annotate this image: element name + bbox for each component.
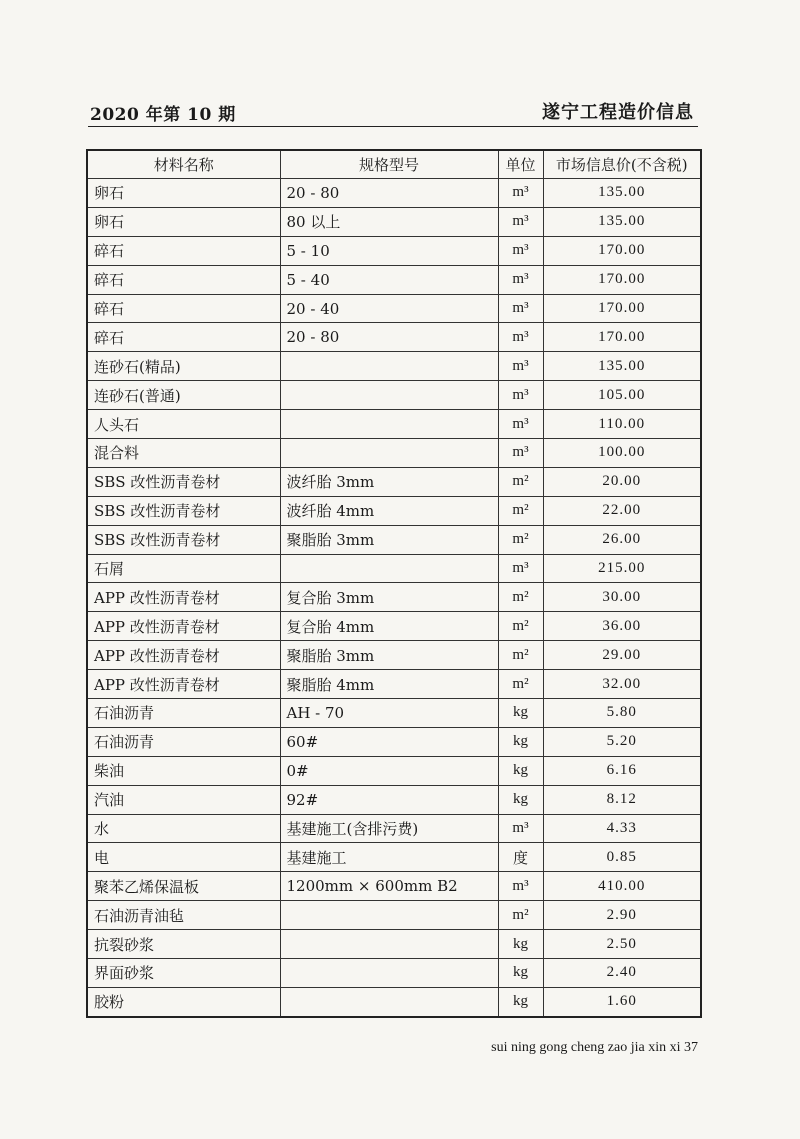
material-name-cell: 碎石 xyxy=(87,236,280,265)
spec-cell: AH - 70 xyxy=(280,699,498,728)
table-row xyxy=(87,699,701,728)
table-row xyxy=(87,930,701,959)
table-row xyxy=(87,959,701,988)
spec-cell: 复合胎 3mm xyxy=(280,583,498,612)
unit-cell: kg xyxy=(498,785,543,814)
table-row xyxy=(87,207,701,236)
unit-cell: m³ xyxy=(498,554,543,583)
table-row xyxy=(87,727,701,756)
header-divider xyxy=(88,126,698,127)
spec-cell: 20 - 80 xyxy=(280,323,498,352)
price-cell: 5.20 xyxy=(543,727,701,756)
table-row xyxy=(87,410,701,439)
table-row xyxy=(87,179,701,208)
table-row xyxy=(87,583,701,612)
table-row xyxy=(87,756,701,785)
material-name-cell: 石油沥青油毡 xyxy=(87,901,280,930)
unit-cell: m² xyxy=(498,612,543,641)
price-cell: 36.00 xyxy=(543,612,701,641)
material-name-cell: APP 改性沥青卷材 xyxy=(87,612,280,641)
unit-cell: m³ xyxy=(498,352,543,381)
table-row xyxy=(87,496,701,525)
material-name-cell: 卵石 xyxy=(87,179,280,208)
unit-cell: m³ xyxy=(498,236,543,265)
material-name-cell: 电 xyxy=(87,843,280,872)
unit-cell: 度 xyxy=(498,843,543,872)
price-cell: 26.00 xyxy=(543,525,701,554)
price-cell: 170.00 xyxy=(543,323,701,352)
spec-cell: 20 - 80 xyxy=(280,179,498,208)
table-row xyxy=(87,843,701,872)
table-row xyxy=(87,554,701,583)
spec-cell xyxy=(280,901,498,930)
unit-cell: m³ xyxy=(498,179,543,208)
table-row xyxy=(87,987,701,1016)
material-name-cell: 界面砂浆 xyxy=(87,959,280,988)
price-cell: 2.50 xyxy=(543,930,701,959)
price-cell: 8.12 xyxy=(543,785,701,814)
spec-cell: 92# xyxy=(280,785,498,814)
unit-cell: m³ xyxy=(498,872,543,901)
price-cell: 170.00 xyxy=(543,236,701,265)
price-cell: 30.00 xyxy=(543,583,701,612)
table-row xyxy=(87,323,701,352)
price-cell: 2.40 xyxy=(543,959,701,988)
unit-cell: m² xyxy=(498,525,543,554)
material-name-cell: 碎石 xyxy=(87,323,280,352)
price-cell: 105.00 xyxy=(543,381,701,410)
unit-cell: kg xyxy=(498,959,543,988)
unit-cell: m³ xyxy=(498,814,543,843)
unit-cell: m³ xyxy=(498,294,543,323)
spec-cell: 60# xyxy=(280,727,498,756)
price-cell: 0.85 xyxy=(543,843,701,872)
spec-cell xyxy=(280,554,498,583)
price-cell: 100.00 xyxy=(543,439,701,468)
table-row xyxy=(87,265,701,294)
spec-cell: 聚脂胎 3mm xyxy=(280,525,498,554)
material-name-cell: 碎石 xyxy=(87,265,280,294)
spec-cell xyxy=(280,381,498,410)
spec-cell: 基建施工 xyxy=(280,843,498,872)
spec-cell: 1200mm × 600mm B2 xyxy=(280,872,498,901)
price-cell: 4.33 xyxy=(543,814,701,843)
table-row xyxy=(87,381,701,410)
table-row xyxy=(87,467,701,496)
material-name-cell: SBS 改性沥青卷材 xyxy=(87,525,280,554)
material-name-cell: APP 改性沥青卷材 xyxy=(87,670,280,699)
material-name-cell: 水 xyxy=(87,814,280,843)
unit-cell: kg xyxy=(498,756,543,785)
price-cell: 5.80 xyxy=(543,699,701,728)
unit-cell: m² xyxy=(498,670,543,699)
price-cell: 20.00 xyxy=(543,467,701,496)
unit-cell: m³ xyxy=(498,439,543,468)
spec-cell: 80 以上 xyxy=(280,207,498,236)
material-name-cell: 混合料 xyxy=(87,439,280,468)
unit-cell: m² xyxy=(498,467,543,496)
material-name-cell: APP 改性沥青卷材 xyxy=(87,583,280,612)
price-cell: 2.90 xyxy=(543,901,701,930)
unit-cell: kg xyxy=(498,987,543,1016)
material-name-cell: SBS 改性沥青卷材 xyxy=(87,496,280,525)
table-row xyxy=(87,670,701,699)
price-cell: 170.00 xyxy=(543,294,701,323)
price-cell: 32.00 xyxy=(543,670,701,699)
unit-cell: m³ xyxy=(498,323,543,352)
price-cell: 6.16 xyxy=(543,756,701,785)
material-name-cell: 汽油 xyxy=(87,785,280,814)
spec-cell xyxy=(280,410,498,439)
column-header-name: 材料名称 xyxy=(87,150,280,179)
price-table xyxy=(86,149,702,1018)
unit-cell: m² xyxy=(498,641,543,670)
price-cell: 410.00 xyxy=(543,872,701,901)
unit-cell: m² xyxy=(498,583,543,612)
material-name-cell: 人头石 xyxy=(87,410,280,439)
price-cell: 22.00 xyxy=(543,496,701,525)
unit-cell: m³ xyxy=(498,381,543,410)
spec-cell: 基建施工(含排污费) xyxy=(280,814,498,843)
price-cell: 215.00 xyxy=(543,554,701,583)
material-name-cell: 石屑 xyxy=(87,554,280,583)
spec-cell: 5 - 10 xyxy=(280,236,498,265)
spec-cell: 波纤胎 3mm xyxy=(280,467,498,496)
issue-label: 2020 年第 10 期 xyxy=(90,105,236,125)
price-cell: 1.60 xyxy=(543,987,701,1016)
table-row xyxy=(87,352,701,381)
spec-cell: 20 - 40 xyxy=(280,294,498,323)
spec-cell xyxy=(280,959,498,988)
table-row xyxy=(87,294,701,323)
table-row xyxy=(87,236,701,265)
spec-cell: 复合胎 4mm xyxy=(280,612,498,641)
material-name-cell: 连砂石(精品) xyxy=(87,352,280,381)
price-cell: 135.00 xyxy=(543,352,701,381)
spec-cell: 0# xyxy=(280,756,498,785)
price-cell: 29.00 xyxy=(543,641,701,670)
table-row xyxy=(87,785,701,814)
unit-cell: m³ xyxy=(498,410,543,439)
table-header-row xyxy=(87,150,701,179)
material-name-cell: 聚苯乙烯保温板 xyxy=(87,872,280,901)
unit-cell: kg xyxy=(498,699,543,728)
unit-cell: m³ xyxy=(498,207,543,236)
material-name-cell: 连砂石(普通) xyxy=(87,381,280,410)
price-cell: 135.00 xyxy=(543,179,701,208)
publication-title: 遂宁工程造价信息 xyxy=(542,102,694,123)
spec-cell: 5 - 40 xyxy=(280,265,498,294)
table-body xyxy=(87,179,701,1017)
spec-cell xyxy=(280,987,498,1016)
price-cell: 170.00 xyxy=(543,265,701,294)
spec-cell xyxy=(280,439,498,468)
material-name-cell: APP 改性沥青卷材 xyxy=(87,641,280,670)
material-name-cell: 柴油 xyxy=(87,756,280,785)
material-name-cell: 石油沥青 xyxy=(87,727,280,756)
material-name-cell: 卵石 xyxy=(87,207,280,236)
table-row xyxy=(87,641,701,670)
price-cell: 110.00 xyxy=(543,410,701,439)
spec-cell xyxy=(280,352,498,381)
spec-cell: 聚脂胎 4mm xyxy=(280,670,498,699)
unit-cell: m² xyxy=(498,901,543,930)
table-row xyxy=(87,814,701,843)
spec-cell: 波纤胎 4mm xyxy=(280,496,498,525)
table-row xyxy=(87,612,701,641)
price-cell: 135.00 xyxy=(543,207,701,236)
table-row xyxy=(87,872,701,901)
column-header-spec: 规格型号 xyxy=(280,150,498,179)
page-footer: sui ning gong cheng zao jia xin xi 37 xyxy=(491,1040,698,1055)
material-name-cell: 碎石 xyxy=(87,294,280,323)
unit-cell: m³ xyxy=(498,265,543,294)
unit-cell: kg xyxy=(498,727,543,756)
column-header-price: 市场信息价(不含税) xyxy=(543,150,701,179)
spec-cell xyxy=(280,930,498,959)
table-row xyxy=(87,525,701,554)
material-name-cell: 胶粉 xyxy=(87,987,280,1016)
column-header-unit: 单位 xyxy=(498,150,543,179)
material-name-cell: 抗裂砂浆 xyxy=(87,930,280,959)
material-name-cell: 石油沥青 xyxy=(87,699,280,728)
material-name-cell: SBS 改性沥青卷材 xyxy=(87,467,280,496)
spec-cell: 聚脂胎 3mm xyxy=(280,641,498,670)
table-row xyxy=(87,901,701,930)
unit-cell: kg xyxy=(498,930,543,959)
unit-cell: m² xyxy=(498,496,543,525)
table-row xyxy=(87,439,701,468)
